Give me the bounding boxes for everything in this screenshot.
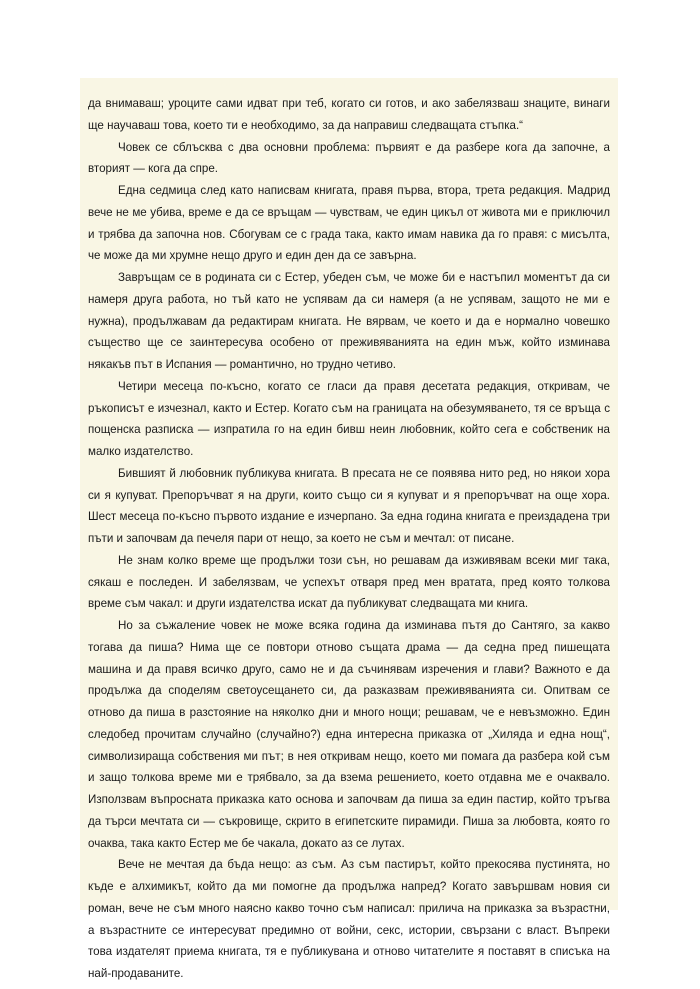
paragraph-5: Четири месеца по-късно, когато се гласи да правя десетата редакция, откривам, че ръкописът е изчезнал, както и Естер. Когато съм на границата на обезумяването, тя се връща с пощенска разписка — изпратила го на един бивш неин любовник, който сега е собственик на малко издателство.	[88, 379, 610, 458]
paragraph-9: Вече не мечтая да бъда нещо: аз съм. Аз съм пастирът, който прекосява пустинята, но къде е алхимикът, който да ми помогне да продължа напред? Когато завършвам новия си роман, вече не съм много наясно какво точно съм написал: прилича на приказка за възрастни, а възрастните се интересуват предимно от войни, секс, истории, свързани с власт. Въпреки това издателят приема книгата, тя е публикувана и отново читателите я поставят в списъка на най-продаваните.	[88, 858, 610, 980]
paragraph-2: Човек се сблъсква с два основни проблема: първият е да разбере кога да започне, а вторият — кога да спре.	[88, 140, 610, 176]
paragraph-6: Бившият й любовник публикува книгата. В пресата не се появява нито ред, но някои хора си я купуват. Препоръчват я на други, които също си я купуват и я препоръчват на още хора. Шест месеца по-късно първото издание е изчерпано. За една година книгата е преиздадена три пъти и започвам да печеля пари от нещо, за което не съм и мечтал: от писане.	[88, 466, 610, 545]
paragraph-1: да внимаваш; уроците сами идват при теб, когато си готов, и ако забелязваш знаците, винаги ще научаваш това, което ти е необходимо, за да направиш следващата стъпка.“	[88, 97, 610, 132]
paragraph-8: Но за съжаление човек не може всяка година да изминава пътя до Сантяго, за какво тогава да пиша? Нима ще се повтори отново същата драма — да седна пред пишещата машина и да правя всичко друго, само не и да съчинявам изречения и глави? Важното е да продължа да споделям светоусещането си, да разказвам преживяванията си. Опитвам се отново да пиша в разстояние на няколко дни и много нощи; решавам, че е невъзможно. Един следобед прочитам случайно (случайно?) една интересна приказка от „Хиляда и една нощ“, символизираща собствения ми път; в нея откривам нещо, което ми помага да разбера кой съм и защо толкова време ми е трябвало, за да взема решението, което отдавна ме е очаквало. Използвам въпросната приказка като основа и започвам да пиша за един пастир, който тръгва да търси мечтата си — съкровище, скрито в египетските пирамиди. Пиша за любовта, която го очаква, така както Естер ме бе чакала, докато аз се лутах.	[88, 619, 610, 850]
document-body	[88, 93, 610, 985]
paragraph-7: Не знам колко време ще продължи този сън, но решавам да изживявам всеки миг така, сякаш е последен. И забелязвам, че успехът отваря пред мен вратата, пред която толкова време съм чакал: и други издателства искат да публикуват следващата ми книга.	[88, 553, 610, 611]
paragraph-3: Една седмица след като написвам книгата, правя първа, втора, трета редакция. Мадрид вече не ме убива, време е да се връщам — чувствам, че един цикъл от живота ми е приключил и трябва да започна нов. Сбогувам се с града така, както имам навика да го правя: с мисълта, че може да ми хрумне нещо друго и един ден да се завърна.	[88, 184, 610, 263]
paragraph-4: Завръщам се в родината си с Естер, убеден съм, че може би е настъпил моментът да си намеря друга работа, но тъй като не успявам да си намеря (а не успявам, защото не ми е нужна), продължавам да редактирам книгата. Не вярвам, че което и да е нормално човешко същество ще се заинтересува особено от преживяванията на един мъж, който изминава някакъв път в Испания — романтично, но трудно четиво.	[88, 271, 610, 371]
